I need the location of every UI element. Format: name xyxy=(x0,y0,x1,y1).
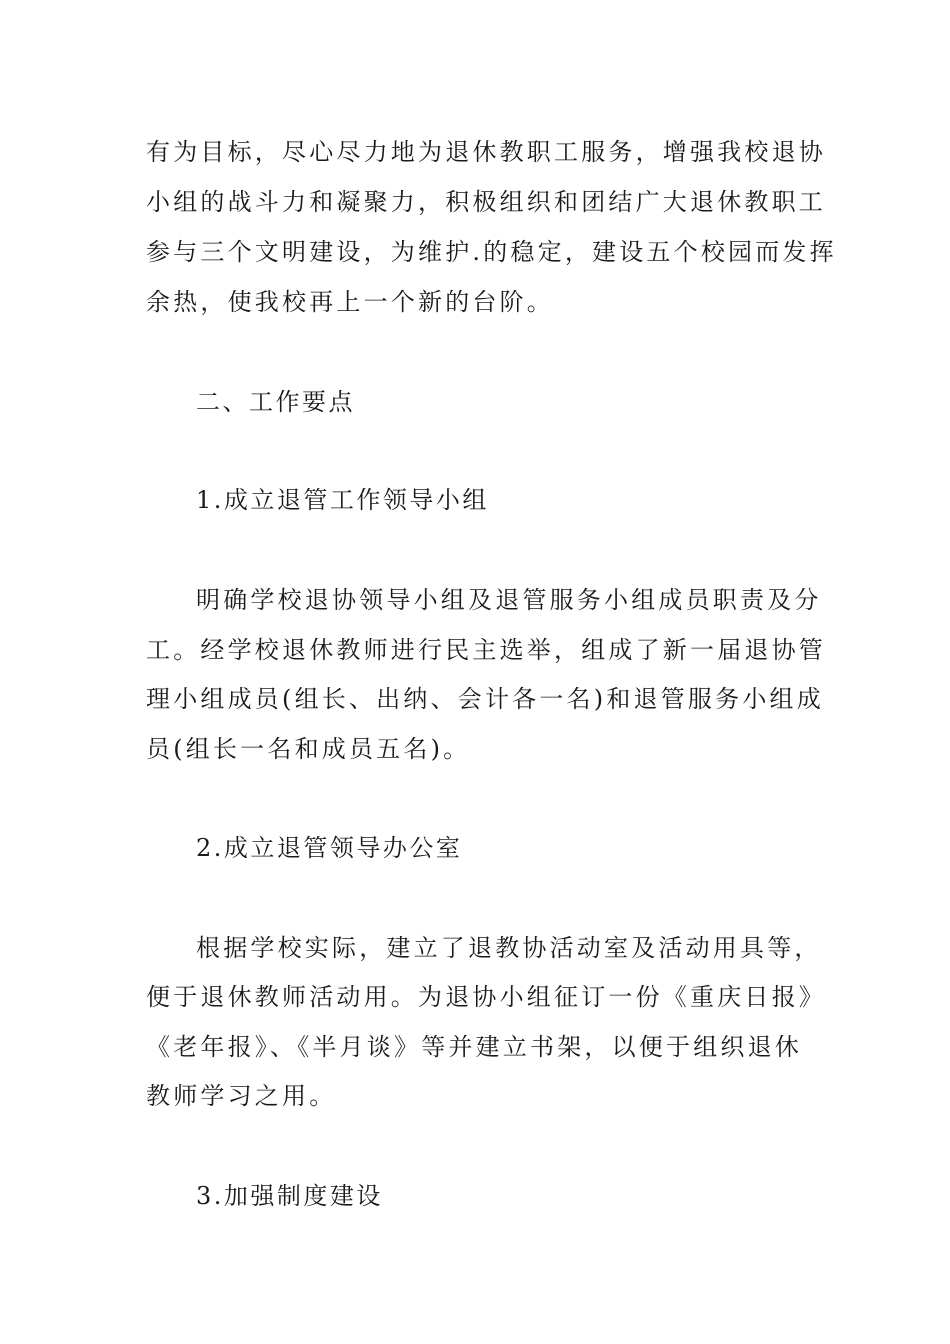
paragraph-line: 明确学校退协领导小组及退管服务小组成员职责及分 xyxy=(196,586,822,614)
paragraph-line: 小组的战斗力和凝聚力，积极组织和团结广大退休教职工 xyxy=(146,188,826,216)
paragraph-line: 参与三个文明建设，为维护.的稳定，建设五个校园而发挥 xyxy=(146,238,837,266)
item-heading: 1.成立退管工作领导小组 xyxy=(196,486,489,514)
section-heading: 二、工作要点 xyxy=(196,388,355,416)
paragraph-line: 教师学习之用。 xyxy=(146,1082,337,1110)
paragraph-line: 工。经学校退休教师进行民主选举，组成了新一届退协管 xyxy=(146,636,826,664)
paragraph-line: 根据学校实际，建立了退教协活动室及活动用具等， xyxy=(196,934,822,962)
item-heading: 3.加强制度建设 xyxy=(196,1182,383,1210)
paragraph-line: 便于退休教师活动用。为退协小组征订一份《重庆日报》 xyxy=(146,983,826,1011)
item-heading: 2.成立退管领导办公室 xyxy=(196,834,463,862)
paragraph-line: 余热，使我校再上一个新的台阶。 xyxy=(146,288,554,316)
paragraph-line: 有为目标，尽心尽力地为退休教职工服务，增强我校退协 xyxy=(146,138,826,166)
paragraph-line: 理小组成员(组长、出纳、会计各一名)和退管服务小组成 xyxy=(146,685,824,713)
paragraph-line: 《老年报》、《半月谈》等并建立书架，以便于组织退休 xyxy=(146,1033,802,1061)
paragraph-line: 员(组长一名和成员五名)。 xyxy=(146,735,471,763)
